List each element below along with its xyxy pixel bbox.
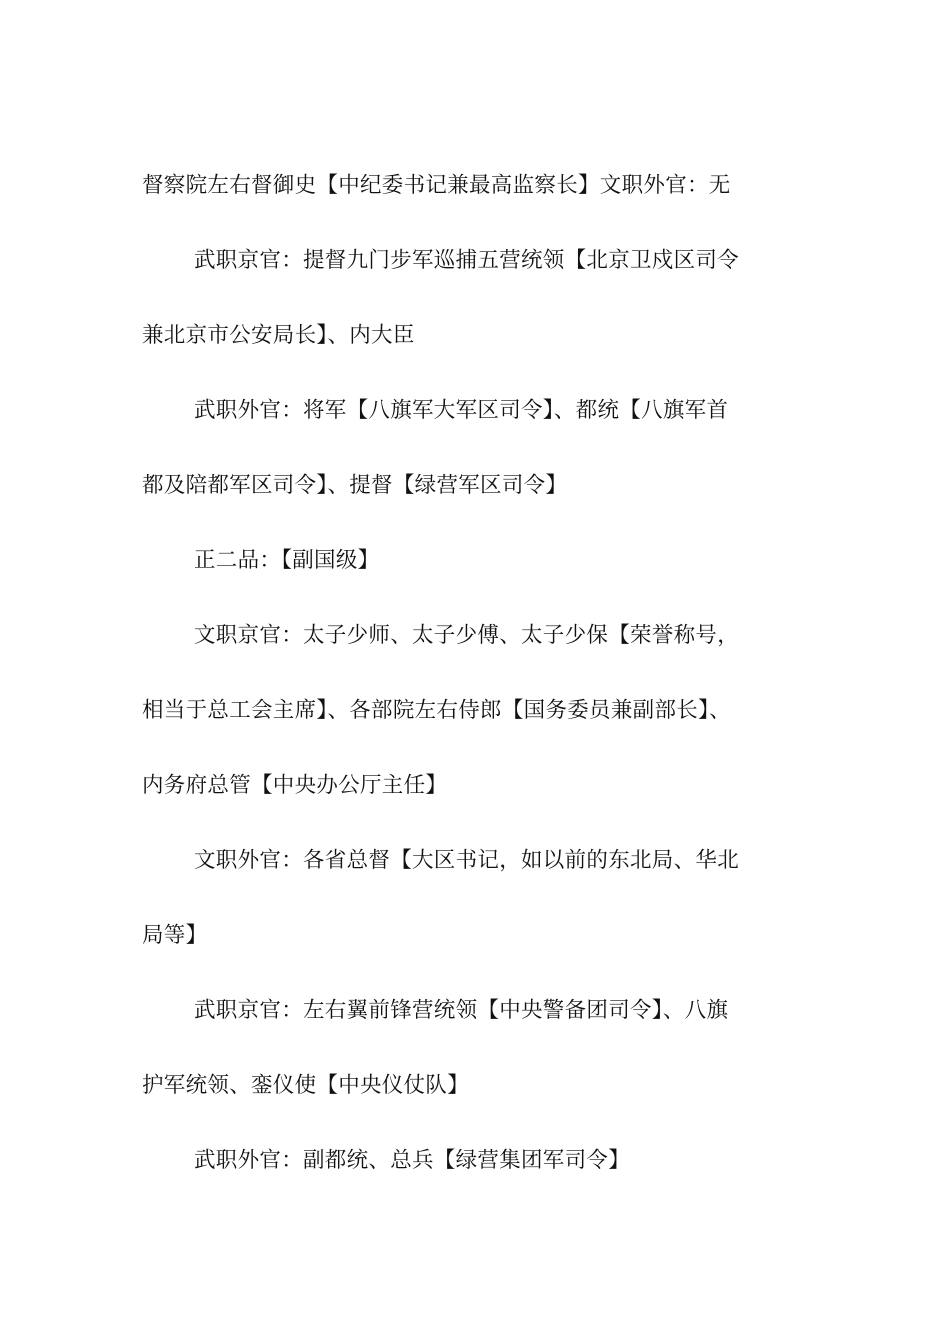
text-line-5: 都及陪都军区司令】、提督【绿营军区司令】 <box>142 473 568 498</box>
text-line-1: 督察院左右督御史【中纪委书记兼最高监察长】文职外官：无 <box>142 173 731 198</box>
text-line-9: 内务府总管【中央办公厅主任】 <box>142 773 448 798</box>
text-line-11: 局等】 <box>142 923 208 948</box>
document-body <box>142 148 792 1198</box>
text-line-3: 兼北京市公安局长】、内大臣 <box>142 323 415 348</box>
text-line-7: 文职京官：太子少师、太子少傅、太子少保【荣誉称号， <box>194 623 740 648</box>
text-line-13: 护军统领、銮仪使【中央仪仗队】 <box>142 1073 470 1098</box>
text-line-6: 正二品：【副国级】 <box>194 548 380 573</box>
text-line-2: 武职京官：提督九门步军巡捕五营统领【北京卫戍区司令 <box>194 248 740 273</box>
text-line-10: 文职外官：各省总督【大区书记，如以前的东北局、华北 <box>194 848 740 873</box>
text-line-14: 武职外官：副都统、总兵【绿营集团军司令】 <box>194 1148 631 1173</box>
text-line-4: 武职外官：将军【八旗军大军区司令】、都统【八旗军首 <box>194 398 729 423</box>
text-line-8: 相当于总工会主席】、各部院左右侍郎【国务委员兼副部长】、 <box>142 698 731 723</box>
text-line-12: 武职京官：左右翼前锋营统领【中央警备团司令】、八旗 <box>194 998 729 1023</box>
